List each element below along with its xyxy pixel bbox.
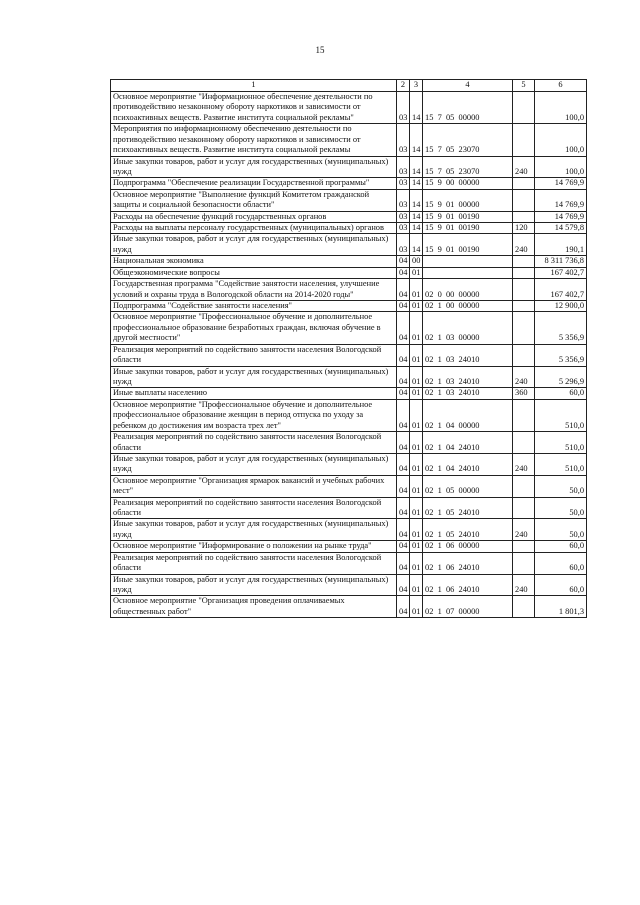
target-article-cell: 02 1 04 24010 — [423, 432, 513, 454]
subsection-cell: 01 — [410, 301, 423, 312]
subsection-cell: 14 — [410, 223, 423, 234]
table-row — [111, 453, 587, 475]
row-name-cell: Реализация мероприятий по содействию занятости населения Вологодской области — [111, 497, 397, 519]
target-article-cell: 15 7 05 00000 — [423, 92, 513, 124]
amount-cell: 190,1 — [535, 234, 587, 256]
target-article-cell: 02 1 06 24010 — [423, 552, 513, 574]
header-col-6: 6 — [535, 80, 587, 92]
amount-cell: 5 356,9 — [535, 344, 587, 366]
subsection-cell: 01 — [410, 519, 423, 541]
table-row — [111, 475, 587, 497]
table-row — [111, 552, 587, 574]
target-article-cell: 02 1 06 00000 — [423, 541, 513, 552]
section-cell: 04 — [397, 497, 410, 519]
target-article-cell: 02 1 05 24010 — [423, 519, 513, 541]
subsection-cell: 01 — [410, 497, 423, 519]
row-name-cell: Расходы на выплаты персоналу государственных (муниципальных) органов — [111, 223, 397, 234]
expense-type-cell — [513, 267, 535, 278]
subsection-cell: 01 — [410, 432, 423, 454]
target-article-cell: 02 0 00 00000 — [423, 279, 513, 301]
section-cell: 04 — [397, 388, 410, 399]
expense-type-cell — [513, 124, 535, 156]
row-name-cell: Иные выплаты населению — [111, 388, 397, 399]
expense-type-cell: 240 — [513, 574, 535, 596]
expense-type-cell — [513, 256, 535, 267]
amount-cell: 167 402,7 — [535, 279, 587, 301]
section-cell: 03 — [397, 156, 410, 178]
subsection-cell: 01 — [410, 399, 423, 431]
subsection-cell: 14 — [410, 92, 423, 124]
row-name-cell: Реализация мероприятий по содействию занятости населения Вологодской области — [111, 432, 397, 454]
page-number: 15 — [315, 45, 325, 55]
row-name-cell: Основное мероприятие "Организация ярмарок вакансий и учебных рабочих мест" — [111, 475, 397, 497]
subsection-cell: 01 — [410, 279, 423, 301]
table-row — [111, 519, 587, 541]
header-col-1: 1 — [111, 80, 397, 92]
amount-cell: 100,0 — [535, 92, 587, 124]
section-cell: 03 — [397, 92, 410, 124]
subsection-cell: 01 — [410, 596, 423, 618]
section-cell: 04 — [397, 453, 410, 475]
row-name-cell: Иные закупки товаров, работ и услуг для государственных (муниципальных) нужд — [111, 453, 397, 475]
row-name-cell: Национальная экономика — [111, 256, 397, 267]
amount-cell: 50,0 — [535, 519, 587, 541]
row-name-cell: Иные закупки товаров, работ и услуг для государственных (муниципальных) нужд — [111, 366, 397, 388]
target-article-cell: 02 1 03 24010 — [423, 366, 513, 388]
section-cell: 03 — [397, 189, 410, 211]
row-name-cell: Общеэкономические вопросы — [111, 267, 397, 278]
amount-cell: 1 801,3 — [535, 596, 587, 618]
table-row — [111, 432, 587, 454]
target-article-cell: 02 1 03 24010 — [423, 344, 513, 366]
table-row — [111, 366, 587, 388]
expense-type-cell: 240 — [513, 156, 535, 178]
table-row — [111, 596, 587, 618]
expense-type-cell — [513, 497, 535, 519]
table-row — [111, 301, 587, 312]
section-cell: 04 — [397, 399, 410, 431]
amount-cell: 14 769,9 — [535, 189, 587, 211]
target-article-cell: 02 1 06 24010 — [423, 574, 513, 596]
subsection-cell: 01 — [410, 475, 423, 497]
section-cell: 04 — [397, 344, 410, 366]
amount-cell: 5 296,9 — [535, 366, 587, 388]
expense-type-cell: 120 — [513, 223, 535, 234]
row-name-cell: Основное мероприятие "Выполнение функций Комитетом гражданской защиты и социальной безопасности области" — [111, 189, 397, 211]
row-name-cell: Мероприятия по информационному обеспечению деятельности по противодействию незаконному обороту наркотиков и зависимости от психоактивных веществ. Развитие института социальной рекламы — [111, 124, 397, 156]
amount-cell: 100,0 — [535, 156, 587, 178]
subsection-cell: 01 — [410, 312, 423, 344]
expense-type-cell — [513, 178, 535, 189]
table-row — [111, 541, 587, 552]
row-name-cell: Государственная программа "Содействие занятости населения, улучшение условий и охраны труда в Вологодской области на 2014-2020 годы" — [111, 279, 397, 301]
target-article-cell: 02 1 00 00000 — [423, 301, 513, 312]
expense-type-cell: 360 — [513, 388, 535, 399]
table-row — [111, 497, 587, 519]
amount-cell: 167 402,7 — [535, 267, 587, 278]
expense-type-cell — [513, 399, 535, 431]
expense-type-cell — [513, 211, 535, 222]
subsection-cell: 01 — [410, 453, 423, 475]
header-row — [111, 80, 587, 92]
row-name-cell: Реализация мероприятий по содействию занятости населения Вологодской области — [111, 344, 397, 366]
row-name-cell: Реализация мероприятий по содействию занятости населения Вологодской области — [111, 552, 397, 574]
amount-cell: 14 769,9 — [535, 178, 587, 189]
expense-type-cell — [513, 344, 535, 366]
row-name-cell: Основное мероприятие "Профессиональное обучение и дополнительное профессиональное образование женщин в период отпуска по уходу за ребенком до достижения им возраста трех лет" — [111, 399, 397, 431]
table-row — [111, 574, 587, 596]
table-row — [111, 399, 587, 431]
expense-type-cell: 240 — [513, 234, 535, 256]
subsection-cell: 01 — [410, 574, 423, 596]
expense-type-cell — [513, 475, 535, 497]
target-article-cell: 15 7 05 23070 — [423, 156, 513, 178]
section-cell: 04 — [397, 541, 410, 552]
subsection-cell: 01 — [410, 541, 423, 552]
amount-cell: 60,0 — [535, 552, 587, 574]
amount-cell: 100,0 — [535, 124, 587, 156]
section-cell: 03 — [397, 124, 410, 156]
table-row — [111, 223, 587, 234]
table-row — [111, 388, 587, 399]
section-cell: 04 — [397, 432, 410, 454]
subsection-cell: 14 — [410, 178, 423, 189]
section-cell: 04 — [397, 366, 410, 388]
expense-type-cell — [513, 189, 535, 211]
subsection-cell: 01 — [410, 267, 423, 278]
section-cell: 04 — [397, 574, 410, 596]
amount-cell: 510,0 — [535, 453, 587, 475]
table-body — [111, 92, 587, 618]
table-row — [111, 124, 587, 156]
expense-type-cell — [513, 541, 535, 552]
target-article-cell: 15 9 01 00190 — [423, 234, 513, 256]
expense-type-cell — [513, 552, 535, 574]
amount-cell: 60,0 — [535, 541, 587, 552]
subsection-cell: 14 — [410, 156, 423, 178]
target-article-cell — [423, 256, 513, 267]
target-article-cell: 15 9 01 00000 — [423, 189, 513, 211]
amount-cell: 510,0 — [535, 399, 587, 431]
amount-cell: 60,0 — [535, 388, 587, 399]
amount-cell: 60,0 — [535, 574, 587, 596]
section-cell: 03 — [397, 234, 410, 256]
table-row — [111, 344, 587, 366]
target-article-cell: 15 7 05 23070 — [423, 124, 513, 156]
target-article-cell: 15 9 01 00190 — [423, 211, 513, 222]
table-row — [111, 189, 587, 211]
target-article-cell: 02 1 04 00000 — [423, 399, 513, 431]
expense-type-cell — [513, 279, 535, 301]
section-cell: 04 — [397, 552, 410, 574]
section-cell: 04 — [397, 312, 410, 344]
row-name-cell: Подпрограмма "Содействие занятости населения" — [111, 301, 397, 312]
section-cell: 04 — [397, 596, 410, 618]
amount-cell: 14 579,8 — [535, 223, 587, 234]
amount-cell: 50,0 — [535, 475, 587, 497]
expense-type-cell — [513, 432, 535, 454]
row-name-cell: Основное мероприятие "Информационное обеспечение деятельности по противодействию незаконному обороту наркотиков и зависимости от психоактивных веществ. Развитие института социальной рекламы" — [111, 92, 397, 124]
table-row — [111, 312, 587, 344]
expense-type-cell — [513, 596, 535, 618]
target-article-cell: 02 1 03 24010 — [423, 388, 513, 399]
row-name-cell: Иные закупки товаров, работ и услуг для государственных (муниципальных) нужд — [111, 574, 397, 596]
row-name-cell: Основное мероприятие "Профессиональное обучение и дополнительное профессиональное образование безработных граждан, включая обучение в другой местности" — [111, 312, 397, 344]
section-cell: 04 — [397, 267, 410, 278]
table-row — [111, 267, 587, 278]
header-col-2: 2 — [397, 80, 410, 92]
table-row — [111, 234, 587, 256]
expense-type-cell — [513, 301, 535, 312]
table-row — [111, 279, 587, 301]
subsection-cell: 01 — [410, 552, 423, 574]
subsection-cell: 14 — [410, 189, 423, 211]
table-row — [111, 211, 587, 222]
table-row — [111, 156, 587, 178]
section-cell: 04 — [397, 475, 410, 497]
header-col-4: 4 — [423, 80, 513, 92]
budget-table — [110, 79, 587, 618]
target-article-cell: 02 1 05 00000 — [423, 475, 513, 497]
section-cell: 04 — [397, 279, 410, 301]
amount-cell: 50,0 — [535, 497, 587, 519]
target-article-cell: 15 9 00 00000 — [423, 178, 513, 189]
section-cell: 03 — [397, 223, 410, 234]
target-article-cell: 02 1 05 24010 — [423, 497, 513, 519]
subsection-cell: 01 — [410, 388, 423, 399]
expense-type-cell: 240 — [513, 519, 535, 541]
subsection-cell: 14 — [410, 211, 423, 222]
subsection-cell: 14 — [410, 124, 423, 156]
row-name-cell: Иные закупки товаров, работ и услуг для государственных (муниципальных) нужд — [111, 156, 397, 178]
expense-type-cell — [513, 92, 535, 124]
row-name-cell: Расходы на обеспечение функций государственных органов — [111, 211, 397, 222]
target-article-cell: 02 1 07 00000 — [423, 596, 513, 618]
row-name-cell: Подпрограмма "Обеспечение реализации Государственной программы" — [111, 178, 397, 189]
amount-cell: 8 311 736,8 — [535, 256, 587, 267]
section-cell: 04 — [397, 301, 410, 312]
expense-type-cell — [513, 312, 535, 344]
row-name-cell: Иные закупки товаров, работ и услуг для государственных (муниципальных) нужд — [111, 519, 397, 541]
amount-cell: 5 356,9 — [535, 312, 587, 344]
table-header — [111, 80, 587, 92]
section-cell: 04 — [397, 519, 410, 541]
target-article-cell: 15 9 01 00190 — [423, 223, 513, 234]
amount-cell: 510,0 — [535, 432, 587, 454]
header-col-3: 3 — [410, 80, 423, 92]
expense-type-cell: 240 — [513, 366, 535, 388]
section-cell: 04 — [397, 256, 410, 267]
table-row — [111, 92, 587, 124]
row-name-cell: Основное мероприятие "Организация проведения оплачиваемых общественных работ" — [111, 596, 397, 618]
row-name-cell: Основное мероприятие "Информирование о положении на рынке труда" — [111, 541, 397, 552]
row-name-cell: Иные закупки товаров, работ и услуг для государственных (муниципальных) нужд — [111, 234, 397, 256]
subsection-cell: 14 — [410, 234, 423, 256]
table-row — [111, 178, 587, 189]
subsection-cell: 00 — [410, 256, 423, 267]
table-row — [111, 256, 587, 267]
target-article-cell — [423, 267, 513, 278]
target-article-cell: 02 1 04 24010 — [423, 453, 513, 475]
subsection-cell: 01 — [410, 344, 423, 366]
amount-cell: 12 900,0 — [535, 301, 587, 312]
section-cell: 03 — [397, 178, 410, 189]
header-col-5: 5 — [513, 80, 535, 92]
amount-cell: 14 769,9 — [535, 211, 587, 222]
expense-type-cell: 240 — [513, 453, 535, 475]
target-article-cell: 02 1 03 00000 — [423, 312, 513, 344]
subsection-cell: 01 — [410, 366, 423, 388]
section-cell: 03 — [397, 211, 410, 222]
